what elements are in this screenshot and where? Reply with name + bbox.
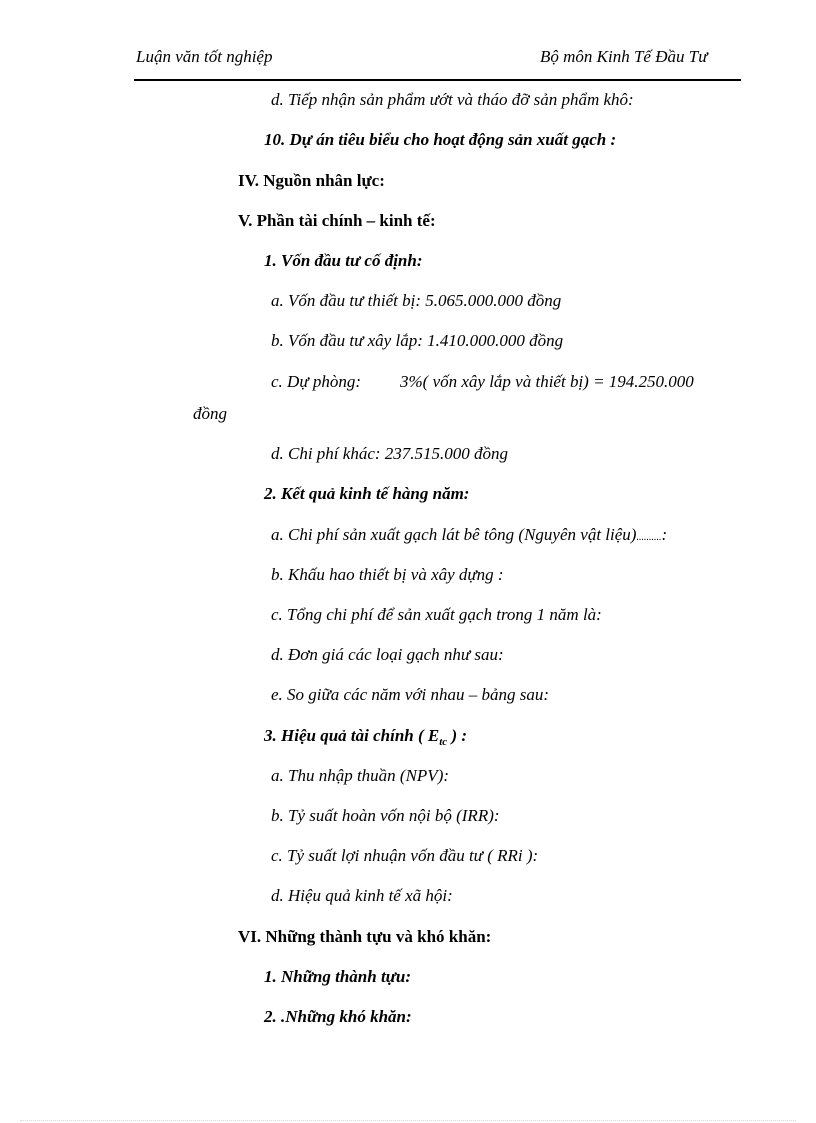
page-bottom-border — [20, 1120, 796, 1121]
header-left-title: Luận văn tốt nghiệp — [136, 47, 273, 66]
item-socioeconomic: d. Hiệu quả kinh tế xã hội: — [271, 886, 453, 905]
heading-fixed-investment: 1. Vốn đầu tư cố định: — [264, 251, 423, 270]
header-rule — [134, 79, 741, 81]
section-human-resources: IV. Nguồn nhân lực: — [238, 171, 385, 190]
heading-annual-results: 2. Kết quả kinh tế hàng năm: — [264, 484, 470, 503]
item-unit-price: d. Đơn giá các loại gạch như sau: — [271, 645, 504, 664]
heading-financial-efficiency-end: ) : — [447, 726, 468, 745]
item-yearly-comparison: e. So giữa các năm với nhau – bảng sau: — [271, 685, 550, 704]
heading-financial-efficiency-sub: tc — [439, 736, 448, 748]
item-total-cost: c. Tổng chi phí để sản xuất gạch trong 1 năm là: — [271, 605, 602, 624]
heading-financial-efficiency-text: 3. Hiệu quả tài chính ( E — [264, 726, 440, 745]
item-equipment-investment: a. Vốn đầu tư thiết bị: 5.065.000.000 đồng — [271, 291, 562, 310]
heading-financial-efficiency — [264, 725, 467, 753]
heading-difficulties: 2. .Những khó khăn: — [264, 1007, 412, 1026]
item-receive-products: d. Tiếp nhận sản phẩm ướt và tháo đỡ sản phẩm khô: — [271, 90, 634, 109]
section-achievements-difficulties: VI. Những thành tựu và khó khăn: — [238, 927, 492, 946]
item-production-cost-colon: : — [661, 525, 668, 544]
item-irr: b. Tỷ suất hoàn vốn nội bộ (IRR): — [271, 806, 500, 825]
item-production-cost-dots: .......... — [636, 532, 662, 543]
heading-typical-project: 10. Dự án tiêu biểu cho hoạt động sản xuất gạch : — [264, 130, 617, 149]
section-finance-economics: V. Phần tài chính – kinh tế: — [238, 211, 436, 230]
item-depreciation: b. Khấu hao thiết bị và xây dựng : — [271, 565, 504, 584]
item-contingency-unit: đồng — [193, 404, 227, 423]
heading-achievements: 1. Những thành tựu: — [264, 967, 411, 986]
item-construction-investment: b. Vốn đầu tư xây lắp: 1.410.000.000 đồng — [271, 331, 564, 350]
header-right-title: Bộ môn Kinh Tế Đầu Tư — [540, 47, 708, 66]
item-npv: a. Thu nhập thuần (NPV): — [271, 766, 450, 785]
item-other-costs: d. Chi phí khác: 237.515.000 đồng — [271, 444, 509, 463]
item-production-cost — [271, 524, 667, 549]
item-production-cost-text: a. Chi phí sản xuất gạch lát bê tông (Nguyên vật liệu) — [271, 525, 637, 544]
item-contingency-value: 3%( vốn xây lắp và thiết bị) = 194.250.000 — [400, 372, 694, 391]
item-contingency-label: c. Dự phòng: — [271, 372, 362, 391]
item-rri: c. Tỷ suất lợi nhuận vốn đầu tư ( RRi ): — [271, 846, 539, 865]
